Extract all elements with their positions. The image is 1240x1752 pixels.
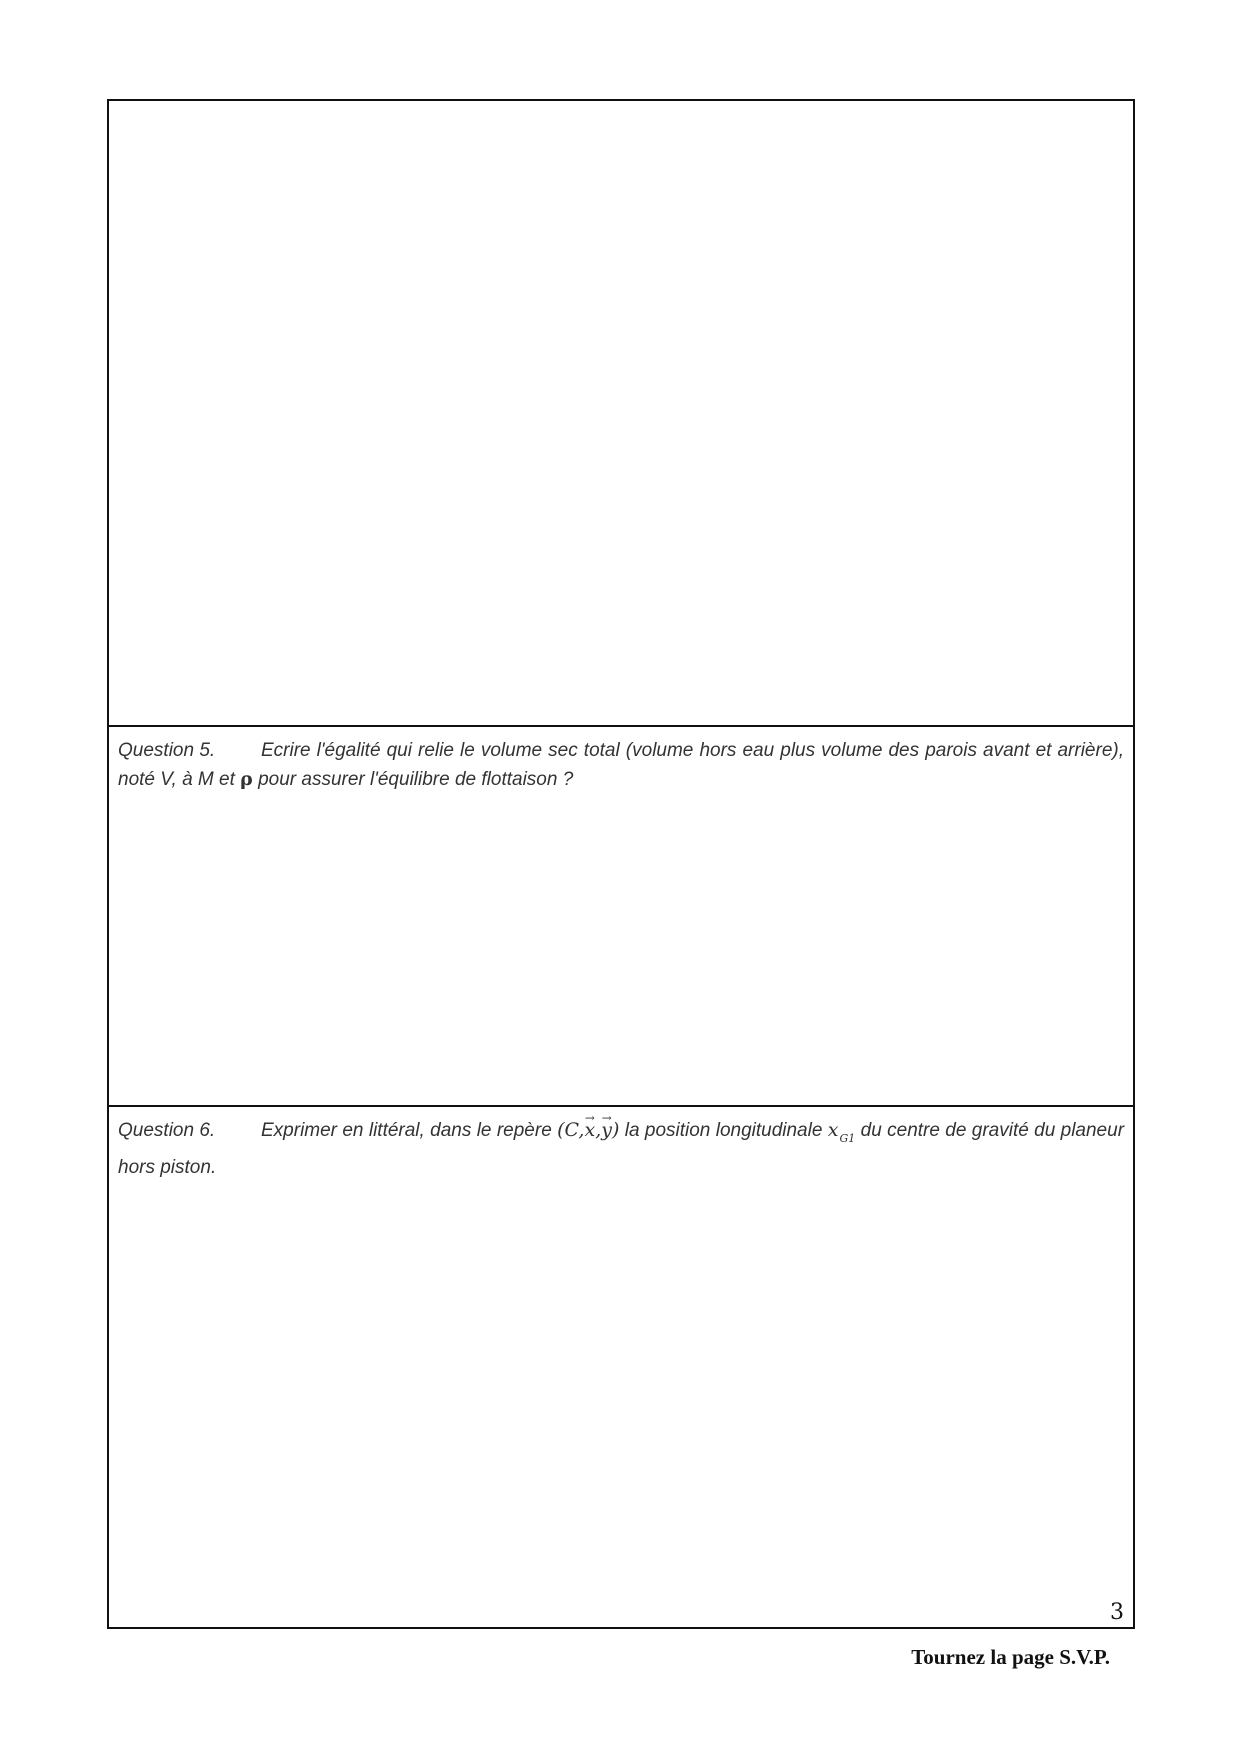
frame-separator: , [595,1119,602,1141]
footer-turn-page: Tournez la page S.V.P. [911,1645,1110,1669]
vector-x: → x [584,1116,595,1145]
frame-open-paren: ( [557,1119,565,1141]
variable-xg1 [827,1119,856,1145]
section-divider [109,725,1133,727]
frame-close-paren: ) [611,1119,620,1141]
variable-main: x [827,1119,839,1141]
reference-frame [557,1119,619,1141]
page-number: 3 [1110,1600,1124,1625]
question-5 [118,736,1124,794]
frame-separator: , [578,1119,585,1141]
vector-y: → y [601,1116,612,1145]
question-6-text-part2: la position longitudinale [619,1120,828,1141]
question-6-text-part1: Exprimer en littéral, dans le repère [261,1120,558,1141]
question-6-label: Question 6. [118,1120,216,1141]
answer-frame [107,99,1135,1629]
question-6-text-part3: du centre de gravité du planeur hors piston. [118,1120,1125,1178]
question-5-text-part2: pour assurer l'équilibre de flottaison ? [252,769,574,790]
question-6 [118,1116,1124,1182]
section-divider [109,1105,1133,1107]
rho-symbol: ρ [240,768,253,790]
frame-origin: C [564,1119,579,1141]
question-5-label: Question 5. [118,740,216,761]
question-5-text-part1: Ecrire l'égalité qui relie le volume sec total (volume hors eau plus volume des parois avant et arrière), noté V, à M et [118,740,1124,790]
variable-subscript: G1 [839,1132,856,1145]
